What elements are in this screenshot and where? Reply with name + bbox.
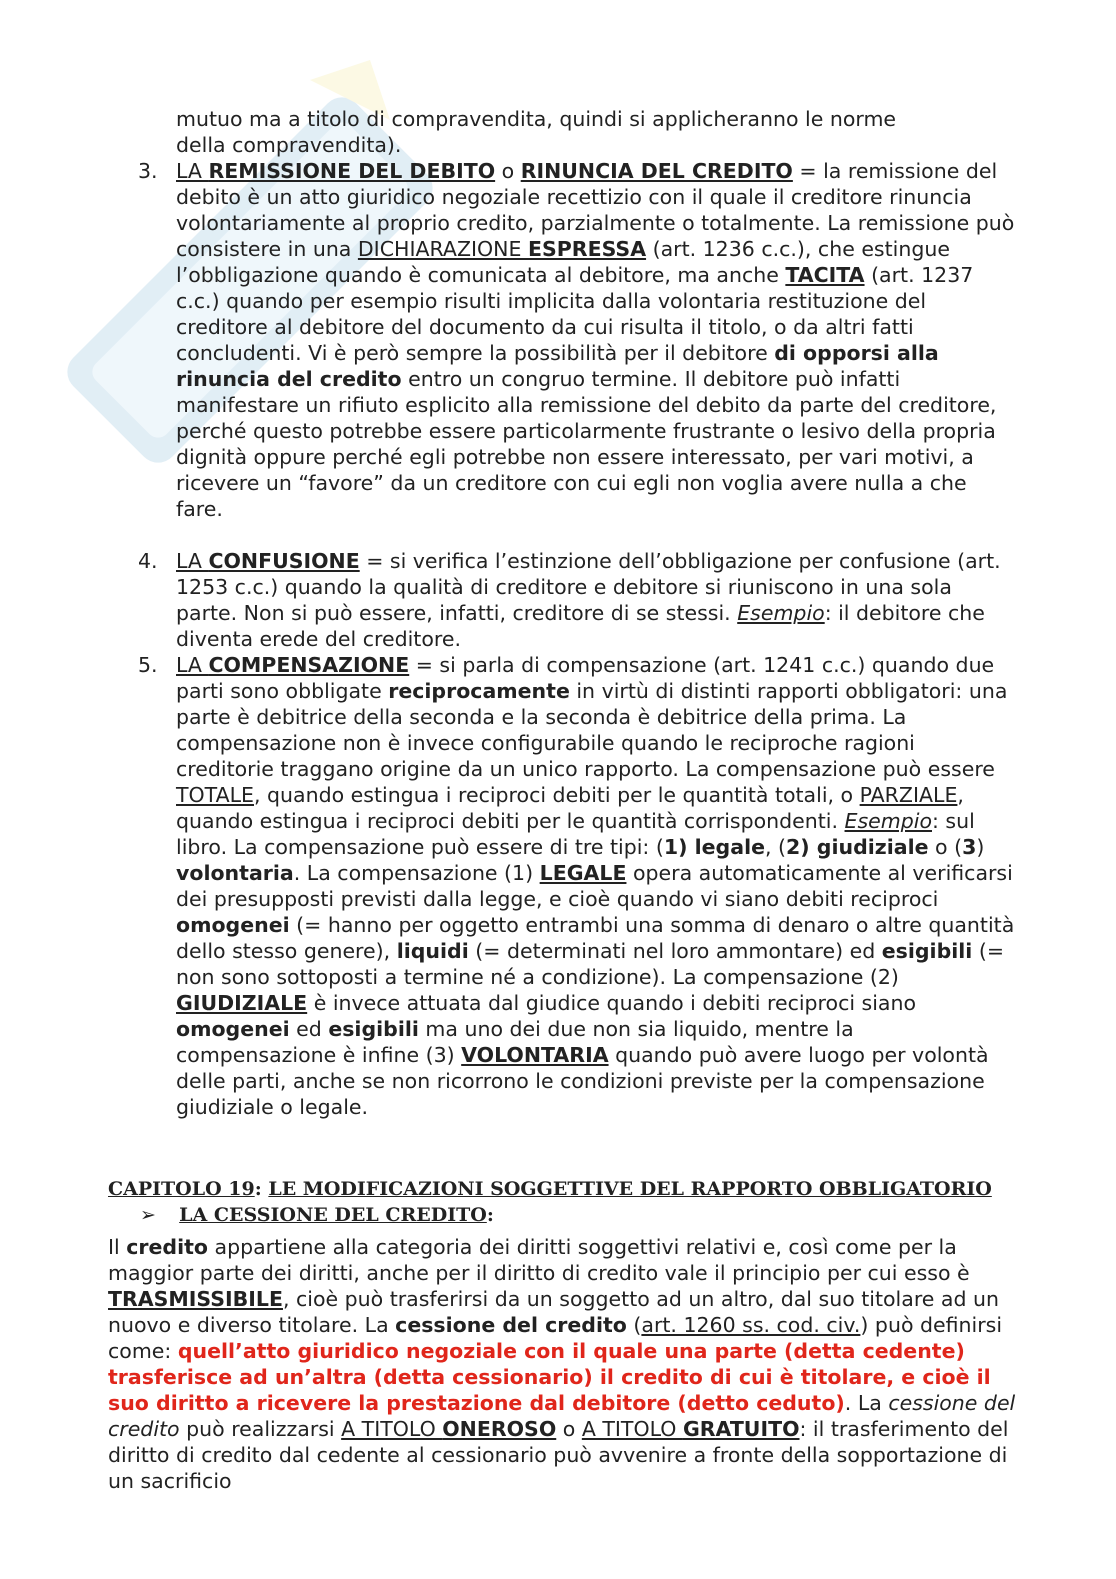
- term-parziale: PARZIALE: [859, 783, 958, 807]
- term-oneroso: ONEROSO: [442, 1417, 557, 1441]
- term-tacita: TACITA: [785, 263, 865, 287]
- chapter-heading: CAPITOLO 19: LE MODIFICAZIONI SOGGETTIVE DEL RAPPORTO OBBLIGATORIO: [108, 1178, 992, 1200]
- term-gratuito: GRATUITO: [682, 1417, 800, 1441]
- term-legale: LEGALE: [539, 861, 627, 885]
- list-item-remissione: LA REMISSIONE DEL DEBITO o RINUNCIA DEL CREDITO = la remissione del debito è un atto giuridico negoziale recettizio con il quale il creditore rinuncia volontariamente al proprio credito, parzialmente o totalmente. La remissione può consistere in una DICHIARAZIONE ESPRESSA (art. 1236 c.c.), che estingue l’obbligazione quando è comunicata al debitore, ma anche TACITA (art. 1237 c.c.) quando per esempio risulti implicita dalla volontaria restituzione del creditore al debitore del documento da cui risulta il titolo, o da altri fatti concludenti. Vi è però sempre la possibilità per il debitore di opporsi alla rinuncia del credito entro un congruo termine. Il debitore può infatti manifestare un rifiuto esplicito alla remissione del debito da parte del creditore, perché questo potrebbe essere particolarmente frustrante o lesivo della propria dignità oppure perché egli potrebbe non essere interessato, per vari motivi, a ricevere un “favore” da un creditore con cui egli non voglia avere nulla a che fare.: [176, 159, 1015, 521]
- term-trasmissibile: TRASMISSIBILE: [108, 1287, 283, 1311]
- chapter-label: CAPITOLO 19: [108, 1178, 255, 1200]
- term-confusione: CONFUSIONE: [208, 549, 360, 573]
- term-dichiarazione: DICHIARAZIONE: [357, 237, 528, 261]
- arrow-bullet-icon: ➢: [140, 1204, 156, 1226]
- list-number-3: 3.: [138, 159, 158, 183]
- list-item-compensazione: LA COMPENSAZIONE = si parla di compensazione (art. 1241 c.c.) quando due parti sono obbligate reciprocamente in virtù di distinti rapporti obbligatori: una parte è debitrice della seconda e la seconda è debitrice della prima. La compensazione non è invece configurabile quando le reciproche ragioni creditorie traggano origine da un unico rapporto. La compensazione può essere TOTALE, quando estingua i reciproci debiti per le quantità totali, o PARZIALE, quando estingua i reciproci debiti per le quantità corrispondenti. Esempio: sul libro. La compensazione può essere di tre tipi: (1) legale, (2) giudiziale o (3) volontaria. La compensazione (1) LEGALE opera automaticamente al verificarsi dei presupposti previsti dalla legge, e cioè quando vi siano debiti reciproci omogenei (= hanno per oggetto entrambi una somma di denaro o altre quantità dello stesso genere), liquidi (= determinati nel loro ammontare) ed esigibili (= non sono sottoposti a termine né a condizione). La compensazione (2) GIUDIZIALE è invece attuata dal giudice quando i debiti reciproci siano omogenei ed esigibili ma uno dei due non sia liquido, mentre la compensazione è infine (3) VOLONTARIA quando può avere luogo per volontà delle parti, anche se non ricorrono le condizioni previste per la compensazione giudiziale o legale.: [176, 653, 1015, 1119]
- section-heading: ➢ LA CESSIONE DEL CREDITO:: [140, 1204, 494, 1226]
- esempio-label: Esempio: [844, 809, 932, 833]
- esempio-label: Esempio: [737, 601, 825, 625]
- chapter-title: LE MODIFICAZIONI SOGGETTIVE DEL RAPPORTO OBBLIGATORIO: [268, 1178, 992, 1200]
- term-opporsi: di opporsi alla rinuncia del credito: [176, 341, 939, 391]
- term-giudiziale: GIUDIZIALE: [176, 991, 308, 1015]
- intro-line-2: della compravendita).: [176, 133, 402, 157]
- term-totale: TOTALE: [176, 783, 254, 807]
- term-espressa: ESPRESSA: [528, 237, 647, 261]
- article-reference: art. 1260 ss. cod. civ.: [641, 1313, 861, 1337]
- term-compensazione: COMPENSAZIONE: [208, 653, 410, 677]
- intro-line-1: mutuo ma a titolo di compravendita, quindi si applicheranno le norme: [176, 107, 897, 131]
- list-number-5: 5.: [138, 653, 158, 677]
- list-number-4: 4.: [138, 549, 158, 573]
- section-title: LA CESSIONE DEL CREDITO: [179, 1204, 487, 1226]
- intro-text: [176, 106, 1018, 158]
- term-volontaria: VOLONTARIA: [461, 1043, 609, 1067]
- term-rinuncia: RINUNCIA DEL CREDITO: [520, 159, 793, 183]
- body-paragraph-cessione: Il credito appartiene alla categoria dei diritti soggettivi relativi e, così come per la maggior parte dei diritti, anche per il diritto di credito vale il principio per cui esso è TRASMISSIBILE, cioè può trasferirsi da un soggetto ad un altro, dal suo titolare ad un nuovo e diverso titolare. La cessione del credito (art. 1260 ss. cod. civ.) può definirsi come: quell’atto giuridico negoziale con il quale una parte (detta cedente) trasferisce ad un’altra (detta cessionario) il credito di cui è titolare, e cioè il suo diritto a ricevere la prestazione dal debitore (detto ceduto). La cessione del credito può realizzarsi A TITOLO ONEROSO o A TITOLO GRATUITO: il trasferimento del diritto di credito dal cedente al cessionario può avvenire a fronte della sopportazione di un sacrificio: [108, 1235, 1016, 1493]
- term-remissione: REMISSIONE DEL DEBITO: [208, 159, 496, 183]
- list-item-confusione: LA CONFUSIONE = si verifica l’estinzione dell’obbligazione per confusione (art. 1253 c.c.) quando la qualità di creditore e debitore si riuniscono in una sola parte. Non si può essere, infatti, creditore di se stessi. Esempio: il debitore che diventa erede del creditore.: [176, 549, 1001, 651]
- definition-highlight: quell’atto giuridico negoziale con il quale una parte (detta cedente) trasferisce ad un’altra (detta cessionario) il credito di cui è titolare, e cioè il suo diritto a ricevere la prestazione dal debitore (detto ceduto): [108, 1339, 991, 1415]
